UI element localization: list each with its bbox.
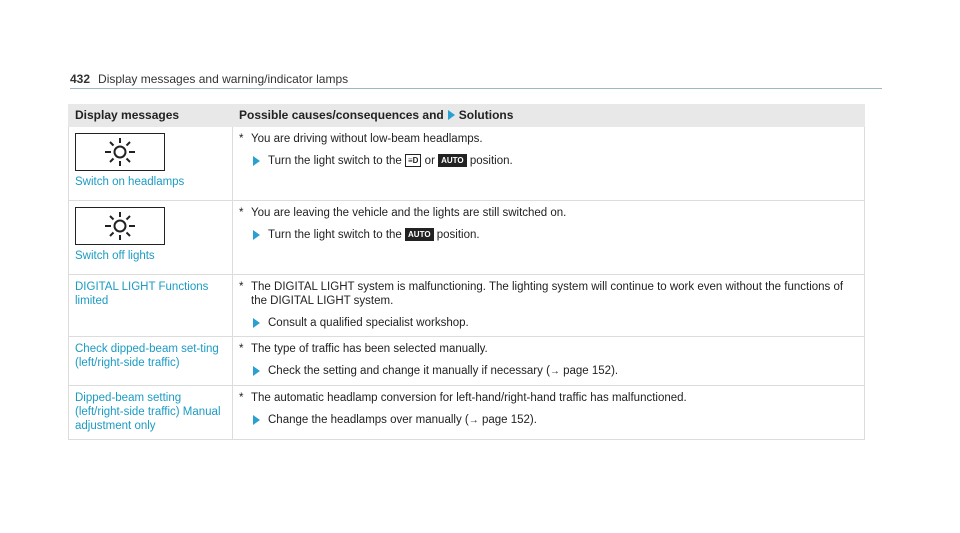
bullet-star: *: [239, 281, 244, 293]
low-beam-symbol-icon: ≡D: [405, 154, 421, 167]
table-row: [69, 386, 865, 440]
step-text: Change the headlamps over manually (: [268, 414, 469, 426]
message-cell: [69, 337, 233, 386]
arrow-right-icon: [448, 110, 455, 120]
cause-cell: [233, 127, 865, 201]
display-messages-table: [68, 104, 865, 440]
message-cell: [69, 127, 233, 201]
page-title: Display messages and warning/indicator lamps: [98, 72, 349, 86]
reference-arrow-icon: →: [549, 366, 560, 377]
message-cell: [69, 386, 233, 440]
message-text: Check dipped-beam set-ting (left/right-side traffic): [75, 343, 219, 369]
message-text: DIGITAL LIGHT Functions limited: [75, 281, 209, 307]
table-header-row: [69, 105, 865, 127]
cause-text: You are driving without low-beam headlamps.: [251, 133, 483, 145]
cause-text: The DIGITAL LIGHT system is malfunctioning. The lighting system will continue to work even without the functions of the DIGITAL LIGHT system.: [251, 281, 844, 307]
step-text: Check the setting and change it manually if necessary (: [268, 365, 550, 377]
auto-symbol-icon: AUTO: [405, 228, 434, 241]
cause-cell: [233, 386, 865, 440]
step-text-end: ).: [529, 414, 537, 426]
step-text: Turn the light switch to the: [268, 229, 402, 241]
header-divider: [70, 88, 882, 89]
page-header: [70, 72, 348, 86]
light-bulb-icon: [75, 133, 165, 171]
cause-text: You are leaving the vehicle and the lights are still switched on.: [251, 207, 567, 219]
arrow-right-icon: [253, 318, 260, 328]
page-reference-link[interactable]: page 152: [563, 365, 612, 377]
cause-item: [239, 342, 858, 356]
solution-step: [239, 316, 858, 330]
step-text: Turn the light switch to the: [268, 155, 402, 167]
message-text: Switch off lights: [75, 250, 155, 262]
light-bulb-icon: [75, 207, 165, 245]
page-number: 432: [70, 72, 91, 86]
cause-cell: [233, 275, 865, 337]
arrow-right-icon: [253, 415, 260, 425]
cause-text: The type of traffic has been selected manually.: [251, 343, 488, 355]
step-text-end: position.: [436, 229, 480, 241]
cause-cell: [233, 337, 865, 386]
cause-item: [239, 206, 858, 220]
solution-step: [239, 228, 858, 242]
auto-symbol-icon: AUTO: [438, 154, 467, 167]
message-cell: [69, 275, 233, 337]
table-row: [69, 201, 865, 275]
cause-cell: [233, 201, 865, 275]
step-text: Consult a qualified specialist workshop.: [268, 317, 469, 329]
arrow-right-icon: [253, 366, 260, 376]
table-row: [69, 337, 865, 386]
column-header-display-messages: Display messages: [69, 105, 233, 127]
message-text: Dipped-beam setting (left/right-side traffic) Manual adjustment only: [75, 392, 221, 432]
cause-text: The automatic headlamp conversion for left-hand/right-hand traffic has malfunctioned.: [251, 392, 687, 404]
bullet-star: *: [239, 133, 244, 145]
bullet-star: *: [239, 343, 244, 355]
reference-arrow-icon: →: [468, 415, 479, 426]
page-reference-link[interactable]: page 152: [481, 414, 530, 426]
cause-item: [239, 391, 858, 405]
solution-step: [239, 154, 858, 168]
cause-item: [239, 280, 858, 308]
message-text: Switch on headlamps: [75, 176, 185, 188]
column-header-causes-solutions: [233, 105, 865, 127]
step-text-end: position.: [469, 155, 513, 167]
arrow-right-icon: [253, 230, 260, 240]
solution-step: [239, 413, 858, 428]
cause-item: [239, 132, 858, 146]
solution-step: [239, 364, 858, 379]
arrow-right-icon: [253, 156, 260, 166]
header-causes-text: Possible causes/consequences and: [239, 108, 444, 122]
bullet-star: *: [239, 392, 244, 404]
header-solutions-text: Solutions: [458, 108, 514, 122]
step-text-end: ).: [611, 365, 619, 377]
table-row: [69, 127, 865, 201]
step-or: or: [424, 155, 435, 167]
table-row: [69, 275, 865, 337]
message-cell: [69, 201, 233, 275]
bullet-star: *: [239, 207, 244, 219]
